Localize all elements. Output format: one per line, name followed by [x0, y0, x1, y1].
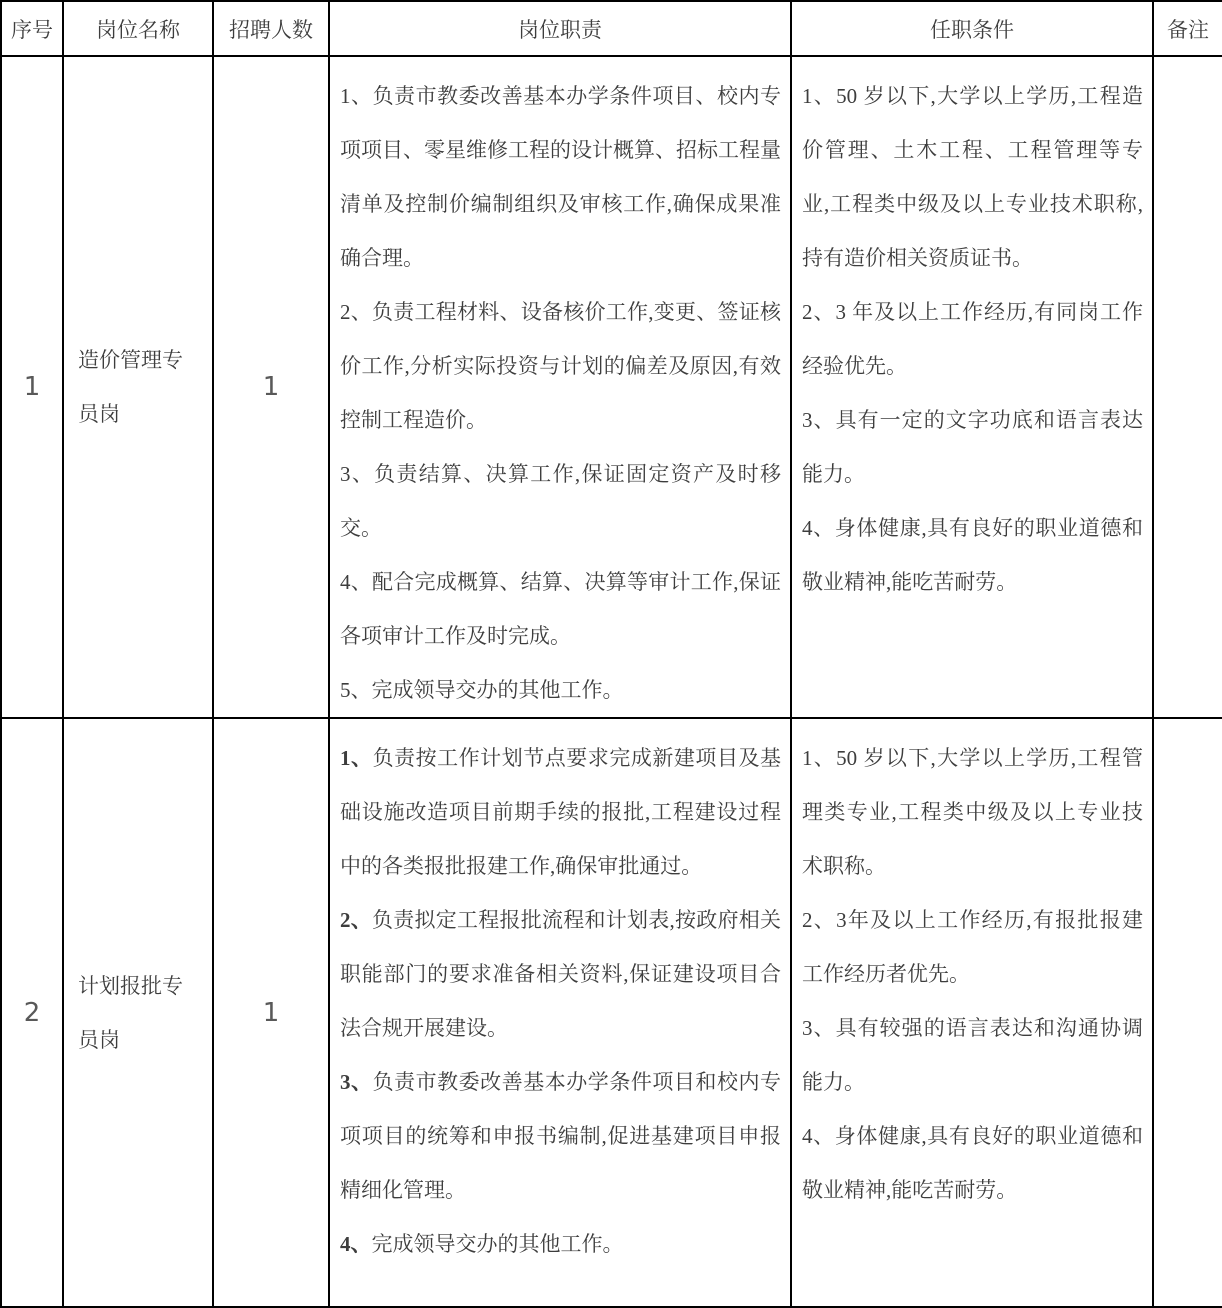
- item-number: 2、: [802, 908, 837, 932]
- seq-cell: 1: [1, 56, 63, 718]
- duties-cell: [329, 56, 791, 718]
- duties-cell: [329, 718, 791, 1307]
- table-row: [1, 56, 1222, 718]
- requirement-item: 1、50 岁以下,大学以上学历,工程管理类专业,工程类中级及以上专业技术职称。: [802, 746, 1143, 878]
- requirement-item: 3、具有一定的文字功底和语言表达能力。: [802, 408, 1144, 486]
- header-duties: 岗位职责: [329, 1, 791, 56]
- duty-item: 4、完成领导交办的其他工作。: [340, 1232, 624, 1256]
- header-requirements: 任职条件: [791, 1, 1153, 56]
- requirement-item: 1、50 岁以下,大学以上学历,工程造价管理、土木工程、工程管理等专业,工程类中级及以上专业技术职称,持有造价相关资质证书。: [802, 84, 1143, 270]
- remark-cell: [1153, 718, 1222, 1307]
- headcount-cell: 1: [213, 718, 329, 1307]
- item-number: 2、: [340, 300, 372, 324]
- header-row: [1, 1, 1222, 56]
- header-seq: 序号: [1, 1, 63, 56]
- duty-item: 5、完成领导交办的其他工作。: [340, 678, 624, 702]
- item-number: 4、: [340, 1232, 372, 1256]
- duty-item: 2、负责工程材料、设备核价工作,变更、签证核价工作,分析实际投资与计划的偏差及原因,有效控制工程造价。: [340, 300, 781, 432]
- item-number: 3、: [802, 1016, 836, 1040]
- duty-item: 1、负责市教委改善基本办学条件项目、校内专项项目、零星维修工程的设计概算、招标工程量清单及控制价编制组织及审核工作,确保成果准确合理。: [340, 84, 782, 270]
- item-number: 4、: [802, 1124, 835, 1148]
- header-position-name: 岗位名称: [63, 1, 213, 56]
- duty-item: 3、负责结算、决算工作,保证固定资产及时移交。: [340, 462, 781, 540]
- table-row: [1, 718, 1222, 1307]
- item-number: 3、: [340, 462, 375, 486]
- item-number: 1、: [340, 84, 373, 108]
- position-cell: 造价管理专员岗: [63, 56, 213, 718]
- remark-cell: [1153, 56, 1222, 718]
- requirement-item: 4、身体健康,具有良好的职业道德和敬业精神,能吃苦耐劳。: [802, 1124, 1143, 1202]
- item-number: 4、: [802, 516, 835, 540]
- requirement-item: 4、身体健康,具有良好的职业道德和敬业精神,能吃苦耐劳。: [802, 516, 1143, 594]
- position-cell: 计划报批专员岗: [63, 718, 213, 1307]
- item-number: 5、: [340, 678, 372, 702]
- item-number: 1、: [340, 746, 373, 770]
- requirement-item: 2、3 年及以上工作经历,有同岗工作经验优先。: [802, 300, 1143, 378]
- item-number: 3、: [340, 1070, 373, 1094]
- headcount-cell: 1: [213, 56, 329, 718]
- header-headcount: 招聘人数: [213, 1, 329, 56]
- requirements-cell: [791, 718, 1153, 1307]
- duty-item: 1、负责按工作计划节点要求完成新建项目及基础设施改造项目前期手续的报批,工程建设过程中的各类报批报建工作,确保审批通过。: [340, 746, 782, 878]
- requirements-cell: [791, 56, 1153, 718]
- header-remark: 备注: [1153, 1, 1222, 56]
- table-body: [1, 56, 1222, 1307]
- item-number: 4、: [340, 570, 372, 594]
- duty-item: 2、负责拟定工程报批流程和计划表,按政府相关职能部门的要求准备相关资料,保证建设项目合法合规开展建设。: [340, 908, 781, 1040]
- item-number: 3、: [802, 408, 836, 432]
- requirement-item: 3、具有较强的语言表达和沟通协调能力。: [802, 1016, 1144, 1094]
- item-number: 2、: [802, 300, 836, 324]
- item-number: 1、: [802, 746, 837, 770]
- duty-item: 4、配合完成概算、结算、决算等审计工作,保证各项审计工作及时完成。: [340, 570, 781, 648]
- duty-item: 3、负责市教委改善基本办学条件项目和校内专项项目的统筹和申报书编制,促进基建项目申报精细化管理。: [340, 1070, 782, 1202]
- seq-cell: 2: [1, 718, 63, 1307]
- item-number: 2、: [340, 908, 372, 932]
- item-number: 1、: [802, 84, 837, 108]
- requirement-item: 2、3年及以上工作经历,有报批报建工作经历者优先。: [802, 908, 1143, 986]
